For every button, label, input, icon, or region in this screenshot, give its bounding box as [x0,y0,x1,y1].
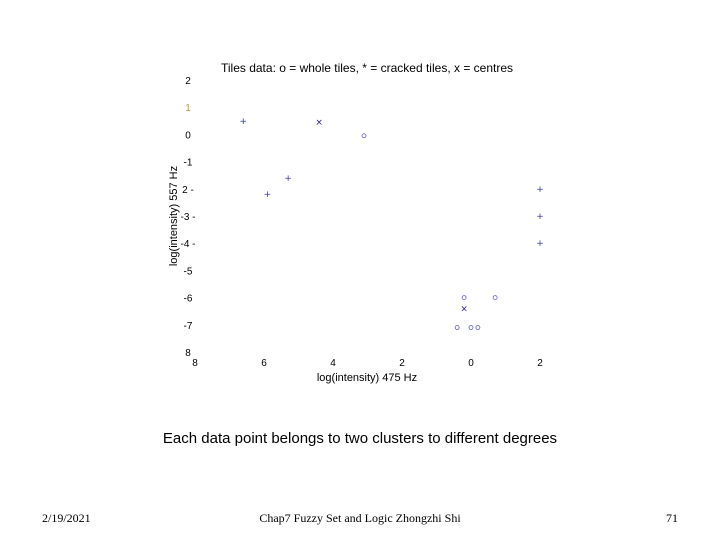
data-point-whole-tile [493,296,497,300]
data-point-whole-tile [362,134,366,138]
x-tick-label: 2 [537,358,543,369]
page-number: 71 [666,511,678,525]
y-tick-label: -3 - [180,212,196,223]
x-tick-label: 2 [399,358,405,369]
data-point-centre: × [315,118,323,129]
x-tick-label: 6 [261,358,267,369]
y-tick-label: -1 [183,157,193,169]
data-point-cracked-tile: + [239,116,248,127]
slide-caption: Each data point belongs to two clusters to different degrees [162,430,558,447]
y-axis-label: log(intensity) 557 Hz [168,165,180,267]
y-tick-label: -7 [183,320,193,332]
y-tick-labels [181,76,196,359]
footer-title: Chap7 Fuzzy Set and Logic Zhongzhi Shi [259,511,461,525]
data-point-cracked-tile: + [536,212,544,222]
data-point-whole-tile [455,326,459,330]
x-tick-label: 4 [330,358,336,369]
footer-date: 2/19/2021 [42,511,91,525]
chart-title: Tiles data: o = whole tiles, * = cracked tiles, x = centres [220,61,514,75]
y-tick-label: -4 - [180,239,196,251]
data-points [240,117,544,330]
x-axis-label: log(intensity) 475 Hz [316,372,418,384]
data-point-cracked-tile: + [536,184,544,195]
x-tick-label: 8 [192,358,198,369]
y-tick-label: 2 - [182,184,194,196]
y-tick-label: 2 [185,76,191,87]
data-point-centre: × [460,304,468,315]
y-tick-label: -6 [183,293,193,305]
data-point-whole-tile [476,326,480,330]
y-tick-label: 1 [185,103,191,115]
y-tick-label: -5 [183,266,193,278]
y-tick-label: 0 [185,130,191,142]
data-point-cracked-tile: + [536,239,544,250]
data-point-cracked-tile: + [263,190,272,201]
data-point-whole-tile [469,326,473,330]
data-point-whole-tile [462,296,466,300]
y-tick-label: 8 [185,348,191,359]
x-tick-label: 0 [468,358,474,369]
x-tick-labels [192,358,543,369]
data-point-cracked-tile: + [284,173,292,184]
